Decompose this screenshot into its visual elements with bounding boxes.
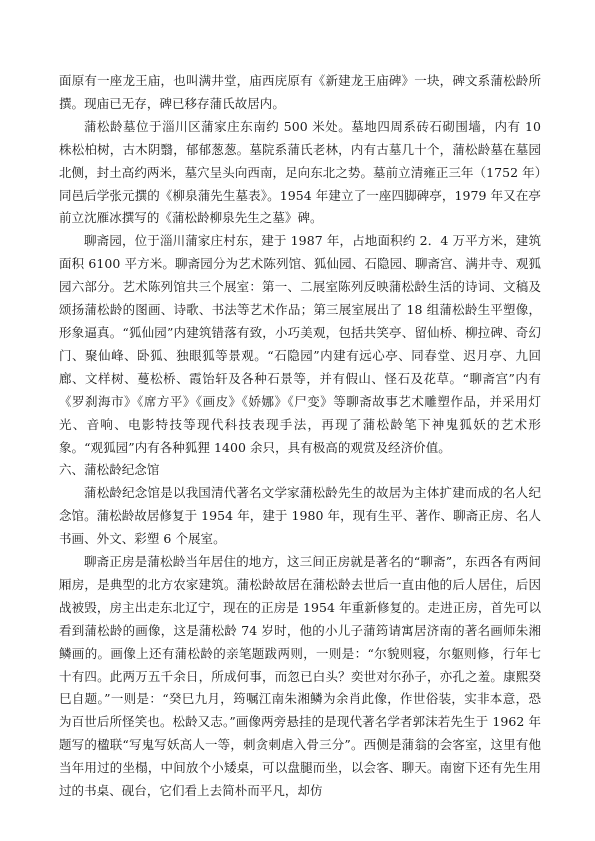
paragraph-memorial-hall: 蒲松龄纪念馆是以我国清代著名文学家蒲松龄先生的故居为主体扩建而成的名人纪念馆。蒲松龄故居修复于 1954 年，建于 1980 年，现有生平、著作、聊斋正房、名人书画、外文、彩塑 6 个展室。 — [59, 485, 541, 547]
paragraph-main-room: 聊斋正房是蒲松龄当年居住的地方，这三间正房就是著名的“聊斋”，东西各有两间厢房，是典型的北方农家建筑。蒲松龄故居在蒲松龄去世后一直由他的后人居住，后因战被毁，房主出走东北辽宁，现在的正房是 1954 年重新修复的。走进正房，首先可以看到蒲松龄的画像，这是蒲松龄 74 岁时，他的小儿子蒲筠请寓居济南的著名画师朱湘鳞画的。画像上还有蒲松龄的亲笔题跋两则，一则是：“尔貌则寝，尔躯则修，行年七十有四。此两万五千余日，所成何事，而忽已白头？奕世对尔孙子，亦孔之羞。康熙癸巳自题。”一则是：“癸巳九月，筠嘱江南朱湘鳞为余肖此像，作世俗装，实非本意，恐为百世后所怪笑也。松龄又志。”画像两旁悬挂的是现代著名学者郭沫若先生于 1962 年题写的楹联“写鬼写妖高人一等，刺贪刺虐入骨三分”。西侧是蒲翁的会客室，这里有他当年用过的坐榻，中间放个小矮桌，可以盘腿而坐，以会客、聊天。南窗下还有先生用过的书桌、砚台，它们看上去简朴而平凡，却仿 — [59, 554, 541, 799]
section-heading: 六、蒲松龄纪念馆 — [59, 462, 160, 478]
document-page — [59, 70, 541, 803]
paragraph-liaozhai-garden: 聊斋园，位于淄川蒲家庄村东，建于 1987 年，占地面积约 2．4 万平方米，建筑面积 6100 平方米。聊斋园分为艺术陈列馆、狐仙园、石隐园、聊斋宫、满井寺、观狐园六部分。艺术陈列馆共三个展室：第一、二展室陈列反映蒲松龄生活的诗词、文稿及颂扬蒲松龄的图画、诗歌、书法等艺术作品；第三展室展出了 18 组蒲松龄生平塑像，形象逼真。“狐仙园”内建筑错落有致，小巧美观，包括共笑亭、留仙桥、柳拉碑、奇幻门、聚仙峰、卧狐、独眼狐等景观。“石隐园”内建有远心亭、同春堂、迟月亭、九回廊、文样树、蔓松桥、霞饴轩及各种石景等，并有假山、怪石及花草。“聊斋宫”内有《罗刹海市》《席方平》《画皮》《娇娜》《尸变》等聊斋故事艺术雕塑作品，并采用灯光、音响、电影特技等现代科技表现手法，再现了蒲松龄笔下神鬼狐妖的艺术形象。“观狐园”内有各种狐狸 1400 余只，具有极高的观赏及经济价值。 — [59, 233, 541, 455]
paragraph-tomb: 蒲松龄墓位于淄川区蒲家庄东南约 500 米处。墓地四周系砖石砌围墙，内有 10 株松柏树，古木阴翳，郁郁葱葱。墓院系蒲氏老林，内有古墓几十个，蒲松龄墓在墓园北侧，封土高约两米，墓穴呈头向西南，足向东北之势。墓前立清雍正三年（1752 年）同邑后学张元撰的《柳泉蒲先生墓表》。1954 年建立了一座四脚碑亭，1979 年又在亭前立沈雁冰撰写的《蒲松龄柳泉先生之墓》碑。 — [59, 118, 541, 226]
paragraph-continued: 面原有一座龙王庙，也叫满井堂，庙西庑原有《新建龙王庙碑》一块，碑文系蒲松龄所撰。现庙已无存，碑已移存蒲氏故居内。 — [59, 73, 541, 111]
